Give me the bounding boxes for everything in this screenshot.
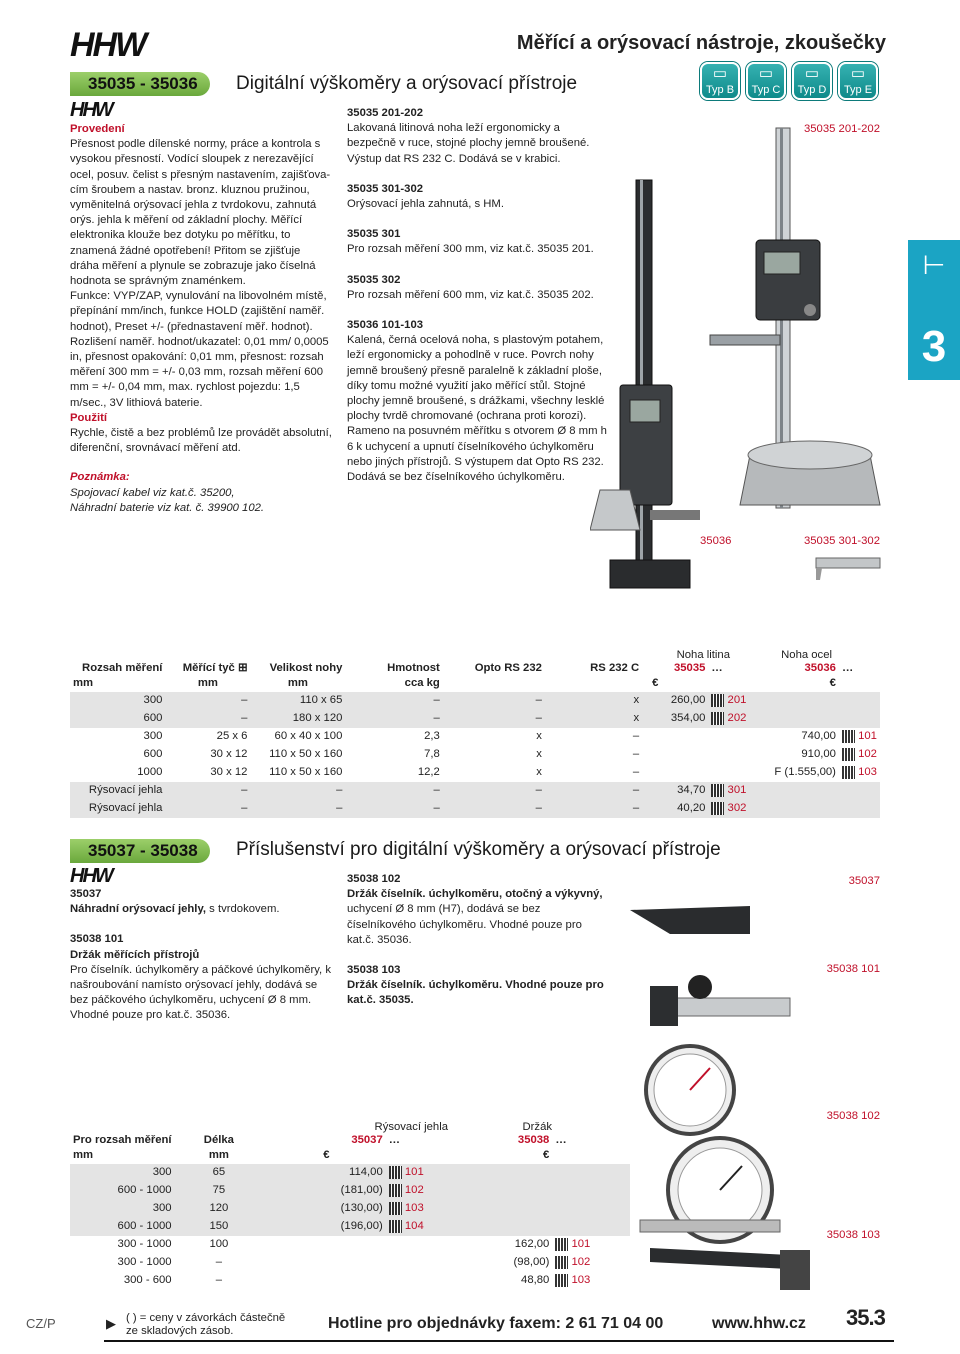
variant-text: Orýsovací jehla zahnutá, s HM. [347, 198, 504, 211]
item-text: s tvrdokovem. [206, 903, 280, 916]
cell-value: 103 [858, 766, 877, 779]
item-title: Držák číselník. úchylkoměru, otočný a výkyvný, [347, 888, 603, 901]
heading-provedeni: Provedení [70, 123, 125, 135]
table-cell [552, 1148, 630, 1163]
table-row [70, 800, 880, 818]
table-cell: – [250, 782, 345, 800]
table-cell: 40,20 [642, 800, 708, 818]
cell-value: 202 [727, 712, 747, 725]
variant-text: Pro rozsah měření 600 mm, viz kat.č. 35035 202. [347, 288, 594, 301]
table-cell [708, 782, 757, 800]
table-cell: 75 [175, 1182, 264, 1200]
table-cell: 60 x 40 x 100 [274, 730, 343, 743]
table-cell [708, 746, 757, 764]
col-header: 35036 [804, 662, 836, 674]
table-cell: 910,00 [801, 748, 836, 761]
variant-text: Lakovaná litinová noha leží ergonomicky a bezpečně v ruce, stojné plochy jemně broušené. Výstup dat RS 232 C. Dodává se v krabici. [347, 122, 590, 165]
table-cell: 1000 [137, 766, 163, 779]
table-cell: – [250, 800, 345, 818]
table-cell: – [345, 800, 442, 818]
type-badge-b [700, 62, 740, 100]
footer-note-line: ze skladových zásob. [126, 1325, 234, 1337]
table-cell [263, 1236, 386, 1254]
item-text: Pro číselník. úchylkoměry a páčkové úchylkoměry, k našroubování namísto orýsovací jehly, dodává se bez páčkového úchylkoměru, uchycení Ø 8 mm. Vhodné pouze pro kat.č. 35036. [70, 963, 331, 1022]
unit: mm [73, 677, 94, 690]
image-label-35035-201-202: 35035 201-202 [803, 123, 880, 135]
table-cell [708, 764, 757, 782]
col-header: Opto RS 232 [474, 662, 542, 674]
table-cell [386, 1218, 449, 1236]
table-cell: 260,00 [642, 692, 708, 710]
footer-note [126, 1312, 285, 1338]
qr-icon [842, 730, 855, 743]
table-row [70, 1254, 630, 1272]
table-cell [448, 1182, 552, 1200]
table-cell: 162,00 [514, 1238, 550, 1251]
col-header: 35035 [673, 662, 706, 674]
table-cell: 180 x 120 [250, 710, 345, 728]
table-row [70, 1218, 630, 1236]
caliper-icon: ⊢ [922, 250, 946, 280]
qr-icon [842, 766, 855, 779]
image-label-35038-102: 35038 102 [826, 1110, 880, 1122]
item-code: 35038 103 [347, 964, 401, 977]
col-header: 35037 [351, 1134, 383, 1146]
col-header: RS 232 C [590, 662, 640, 674]
footer-lang: CZ/P [26, 1316, 56, 1331]
table-cell: 300 - 1000 [117, 1256, 172, 1269]
table-cell: 7,8 [424, 748, 440, 761]
page-title: Měřící a orýsovací nástroje, zkoušečky [516, 32, 886, 54]
table-cell: 110 x 50 x 160 [269, 748, 343, 761]
table-cell: 114,00 [263, 1164, 386, 1182]
table-cell [708, 676, 757, 691]
table-cell: – [165, 710, 250, 728]
unit: mm [287, 677, 308, 690]
unit: € [543, 1149, 550, 1162]
table-cell: 600 [70, 710, 165, 728]
qr-icon [389, 1202, 402, 1215]
item-code: 35038 101 [70, 933, 124, 946]
table-cell: x [536, 748, 542, 761]
qr-icon [555, 1238, 568, 1251]
cell-value: Typ B [705, 84, 735, 96]
cell-value: 301 [727, 784, 747, 797]
table2-head-row [70, 1133, 630, 1148]
table-cell: 12,2 [417, 766, 440, 779]
table-cell: – [345, 692, 442, 710]
col-header: Velikost nohy [269, 662, 343, 674]
table-cell [839, 746, 880, 764]
table-cell [758, 782, 839, 800]
table-cell: 150 [175, 1218, 264, 1236]
table-cell: 120 [175, 1200, 264, 1218]
footer-website[interactable]: www.hhw.cz [712, 1315, 806, 1332]
hhw-logo-small: HHW [70, 99, 112, 121]
table-cell: 30 x 12 [210, 766, 248, 779]
table-cell: – [215, 1274, 223, 1287]
cell-value: Typ E [843, 84, 873, 96]
table-row [70, 1182, 630, 1200]
table-cell: 25 x 6 [216, 730, 248, 743]
table-row [70, 710, 880, 728]
table-cell: 300 [70, 1164, 175, 1182]
cell-value: 102 [858, 748, 877, 761]
table-cell [263, 1254, 386, 1272]
table1-head-row [70, 661, 880, 676]
variant-code: 35035 302 [347, 273, 401, 286]
image-label-35035-301-302: 35035 301-302 [803, 535, 880, 547]
type-badge-e [838, 62, 878, 100]
table1-unit-row [70, 676, 880, 691]
image-label-35036: 35036 [700, 535, 732, 547]
table-row [70, 1164, 630, 1182]
table2-header-drzak: Držák [522, 1121, 552, 1133]
desc-paragraph: Přesnost podle dílenské normy, práce a kontrola s vysokou přesností. Vodící sloupek z nerezavějící ocel, posuv. čelist s přesným nastavením, zajišťova-cím šroubem a nastav. bronz. kluznou pružinou, vyměnitelná orýsovací jehla z tvrdokovu, zahnutá orýs. jehla k měření od základní plochy. Měřící elektronika klouže bez dotyku po měřítku, to znamená žádné opotřebení! Přitom se zjišťuje dráha měření a plynule se zobrazuje jako číselná hodnota se správným znaménkem. [70, 138, 331, 288]
cell-value: 101 [404, 1166, 424, 1179]
table-cell [839, 764, 880, 782]
col-header: 35038 [517, 1134, 550, 1146]
item-title: Držák číselník. úchylkoměru. Vhodné pouze pro kat.č. 35035. [347, 979, 604, 1007]
table-cell: 300 - 1000 [117, 1238, 172, 1251]
table-cell: F (1.555,00) [774, 766, 836, 779]
table-cell [448, 1200, 552, 1218]
qr-icon [555, 1256, 568, 1269]
height-gauge-illustration [590, 110, 890, 590]
table-cell: 300 [70, 1200, 175, 1218]
table1 [70, 661, 880, 818]
gauge-icon: ▭ [758, 65, 774, 82]
qr-icon [711, 802, 724, 815]
table-cell: 48,80 [521, 1274, 550, 1287]
table-cell: – [165, 782, 250, 800]
chapter-tab[interactable] [908, 240, 960, 380]
item-code: 35038 102 [347, 873, 401, 885]
table-cell: 600 [143, 748, 163, 761]
table-cell: 34,70 [642, 782, 708, 800]
unit: cca kg [404, 677, 440, 690]
table1-body [70, 692, 880, 818]
qr-icon [711, 694, 724, 707]
table-cell [642, 728, 708, 746]
cell-value: 102 [571, 1256, 591, 1269]
cell-value: 201 [727, 694, 747, 707]
table-cell: (196,00) [263, 1218, 386, 1236]
col-header: … [841, 662, 854, 674]
cell-value: 103 [571, 1274, 591, 1287]
qr-icon [555, 1274, 568, 1287]
item-text: uchycení Ø 8 mm (H7), dodává se bez číselníkového úchylkoměru. Vhodné pouze pro kat.č. 35036. [347, 903, 582, 946]
table-cell [552, 1164, 630, 1182]
table-cell [545, 676, 642, 691]
footer-hotline: Hotline pro objednávky faxem: 2 61 71 04 00 [328, 1315, 664, 1332]
section2-title: Příslušenství pro digitální výškoměry a orýsovací přístroje [236, 839, 721, 860]
table-cell: 600 - 1000 [70, 1182, 175, 1200]
table-cell: Rýsovací jehla [70, 800, 165, 818]
cell-value: 102 [404, 1184, 424, 1197]
table-cell [552, 1182, 630, 1200]
table-cell: 300 [70, 692, 165, 710]
qr-icon [389, 1166, 402, 1179]
table-cell [839, 710, 880, 728]
functions-paragraph: Funkce: VYP/ZAP, vynulování na libovolném místě, přepínání mm/inch, funkce HOLD (zajištění naměř. hodnot), Preset +/- (přednastavení měř. hodnot). [70, 290, 327, 333]
variant-code: 35035 301-302 [347, 182, 424, 195]
table-cell: x [545, 692, 642, 710]
type-badge-c [746, 62, 786, 100]
table-cell: – [443, 800, 545, 818]
table-cell: – [345, 782, 442, 800]
col-header: … [388, 1134, 401, 1146]
table-cell: – [165, 692, 250, 710]
gauge-icon: ▭ [850, 65, 866, 82]
section2-left-text [70, 887, 332, 1024]
table-cell [839, 728, 880, 746]
table-cell [839, 676, 880, 691]
table-row [70, 728, 880, 746]
table-cell: 110 x 65 [250, 692, 345, 710]
col-header: Pro rozsah měření [73, 1134, 172, 1146]
table-cell [839, 800, 880, 818]
table-cell [386, 1200, 449, 1218]
hhw-logo-small: HHW [70, 865, 112, 887]
col-header: … [555, 1134, 567, 1146]
variant-text: Kalená, černá ocelová noha, s plastovým potahem, leží ergonomicky a pohodlně v ruce. Povrch nohy jemně broušený přesně paralelně k základní ploše, díky tomu možné využití jako měřící stůl. Stojné plochy jemně broušené, s drážkami, všechny lesklé plochy tvrdě chromované (ochrana proti korozi). Rameno na posuvném měřítku s otvorem Ø 8 mm h 6 k uchycení a upnutí číselníkového úchylkoměru nebo jiných přístrojů. S výstupem dat Opto RS 232. Dodává se bez číselníkového úchylkoměru. [347, 334, 607, 484]
table-cell: (98,00) [513, 1256, 550, 1269]
table-cell [552, 1200, 630, 1218]
type-badge-d [792, 62, 832, 100]
table-cell [263, 1272, 386, 1290]
table-cell: x [545, 710, 642, 728]
table-cell: 2,3 [424, 730, 440, 743]
variant-code: 35036 101-103 [347, 319, 424, 332]
footer-note-line: ( ) = ceny v závorkách částečně [126, 1312, 286, 1324]
table1-header-noha-ocel: Noha ocel [781, 649, 832, 661]
item-code: 35037 [70, 888, 102, 900]
table-cell [642, 746, 708, 764]
hhw-logo: HHW [70, 26, 146, 64]
unit: mm [73, 1149, 94, 1162]
table-cell [758, 692, 839, 710]
table-row [70, 746, 880, 764]
table-cell [642, 764, 708, 782]
table-cell: 110 x 50 x 160 [269, 766, 343, 779]
table-row [70, 1272, 630, 1290]
unit: € [652, 677, 659, 690]
unit: mm [197, 677, 218, 690]
chapter-number: 3 [921, 322, 947, 371]
table-cell: – [632, 766, 640, 779]
table-cell [552, 1236, 630, 1254]
item-title: Držák měřících přístrojů [70, 948, 200, 961]
section2-badge: 35037 - 35038 [70, 839, 210, 863]
usage-paragraph: Rychle, čistě a bez problémů lze provádět absolutní, diferenční, srovnávací měření atd. [70, 427, 332, 455]
section1-badge: 35035 - 35036 [70, 72, 210, 96]
table-cell [552, 1254, 630, 1272]
table-row [70, 1236, 630, 1254]
table-cell [386, 1182, 449, 1200]
table-cell: 740,00 [801, 730, 836, 743]
table-cell: x [536, 730, 542, 743]
table-cell [708, 800, 757, 818]
table1-header-noha-litina: Noha litina [676, 649, 730, 661]
footer [0, 1302, 960, 1354]
col-header: Hmotnost [387, 662, 440, 674]
table2-unit-row [70, 1148, 630, 1163]
table-row [70, 692, 880, 710]
variant-code: 35035 201-202 [347, 107, 424, 119]
table-cell: – [165, 800, 250, 818]
table-cell [758, 710, 839, 728]
table-cell: (130,00) [263, 1200, 386, 1218]
section2-mid-text [347, 872, 609, 1009]
table-cell: 65 [175, 1164, 264, 1182]
cell-value: 101 [858, 730, 877, 743]
table2 [70, 1133, 630, 1290]
cell-value: Měřící tyč [182, 662, 235, 674]
table-cell: – [443, 782, 545, 800]
image-label-35038-103: 35038 103 [826, 1229, 880, 1241]
qr-icon [842, 748, 855, 761]
qr-icon [389, 1220, 402, 1233]
variant-code: 35035 301 [347, 228, 401, 241]
table-cell [448, 1164, 552, 1182]
table-cell [552, 1218, 630, 1236]
col-header [165, 661, 250, 676]
table2-body [70, 1164, 630, 1290]
col-header: Rozsah měření [82, 662, 163, 674]
page-number: 35.3 [846, 1305, 885, 1330]
table-cell: 300 - 600 [123, 1274, 172, 1287]
table-cell [386, 1236, 449, 1254]
image-label-35038-101: 35038 101 [826, 963, 880, 975]
col-header: Délka [203, 1134, 234, 1146]
heading-poznamka: Poznámka: [70, 471, 130, 484]
table-cell: 300 [143, 730, 163, 743]
table-cell: – [215, 1256, 223, 1269]
qr-icon [711, 712, 724, 725]
cell-value: 101 [571, 1238, 591, 1251]
table-cell [839, 782, 880, 800]
heading-pouziti: Použití [70, 411, 108, 424]
gauge-icon: ▭ [804, 65, 820, 82]
footer-divider [104, 1340, 894, 1342]
table-cell: – [443, 692, 545, 710]
table-cell [386, 1164, 449, 1182]
table-cell: 600 - 1000 [70, 1218, 175, 1236]
table-cell [448, 1218, 552, 1236]
table-cell [386, 1148, 449, 1163]
table-cell: – [545, 782, 642, 800]
table-cell [708, 728, 757, 746]
table-cell: – [545, 800, 642, 818]
qr-icon [389, 1184, 402, 1197]
cell-value: 103 [404, 1202, 424, 1215]
table-cell: 30 x 12 [210, 748, 248, 761]
unit: mm [208, 1149, 229, 1162]
cell-value: 302 [727, 802, 747, 815]
table-cell: Rýsovací jehla [70, 782, 165, 800]
section1-variants [347, 106, 609, 485]
table-row [70, 1200, 630, 1218]
section1-description [70, 122, 332, 516]
note-line-1: Spojovací kabel viz kat.č. 35200, [70, 486, 235, 499]
gauge-icon: ▭ [712, 65, 728, 82]
resolution-paragraph: Rozlišení naměř. hodnot/ukazatel: 0,01 mm/ 0,0005 in, přesnost opakování: 0,01 mm, přesnost: rozsah měření 300 mm = +/- 0,03 mm, rozsah měření 600 mm = +/- 0,04 mm, max. rychlost pojezdu: 1,5 m/sec., 3V lithiová baterie. [70, 335, 329, 409]
cell-value: 104 [404, 1220, 424, 1233]
variant-text: Pro rozsah měření 300 mm, viz kat.č. 35035 201. [347, 243, 594, 256]
table-cell [552, 1272, 630, 1290]
ruler-icon: ⊞ [237, 662, 248, 674]
table-row [70, 764, 880, 782]
note-line-2: Náhradní baterie viz kat. č. 39900 102. [70, 501, 265, 514]
table-cell: (181,00) [263, 1182, 386, 1200]
image-label-35037: 35037 [848, 875, 880, 887]
col-header: … [711, 662, 723, 674]
table-cell [708, 710, 757, 728]
table-cell: – [632, 748, 640, 761]
table-row [70, 782, 880, 800]
table-cell: 100 [209, 1238, 229, 1251]
table-cell [386, 1254, 449, 1272]
unit: € [829, 677, 836, 690]
item-title: Náhradní orýsovací jehly, [70, 903, 207, 916]
table-cell: – [443, 710, 545, 728]
qr-icon [711, 784, 724, 797]
table-cell: x [536, 766, 542, 779]
unit: € [323, 1149, 330, 1162]
table-cell [758, 800, 839, 818]
table-cell [839, 692, 880, 710]
section1-title: Digitální výškoměry a orýsovací přístroje [236, 73, 578, 94]
table-cell: – [632, 730, 640, 743]
table-cell: 354,00 [642, 710, 708, 728]
table-cell [386, 1272, 449, 1290]
cell-value: Typ C [751, 84, 781, 96]
table2-header-rysovaci-jehla: Rýsovací jehla [374, 1121, 448, 1133]
table-cell: – [345, 710, 442, 728]
table-cell [443, 676, 545, 691]
cell-value: Typ D [797, 84, 827, 96]
footer-triangle-icon: ▶ [106, 1316, 116, 1331]
table-cell [708, 692, 757, 710]
